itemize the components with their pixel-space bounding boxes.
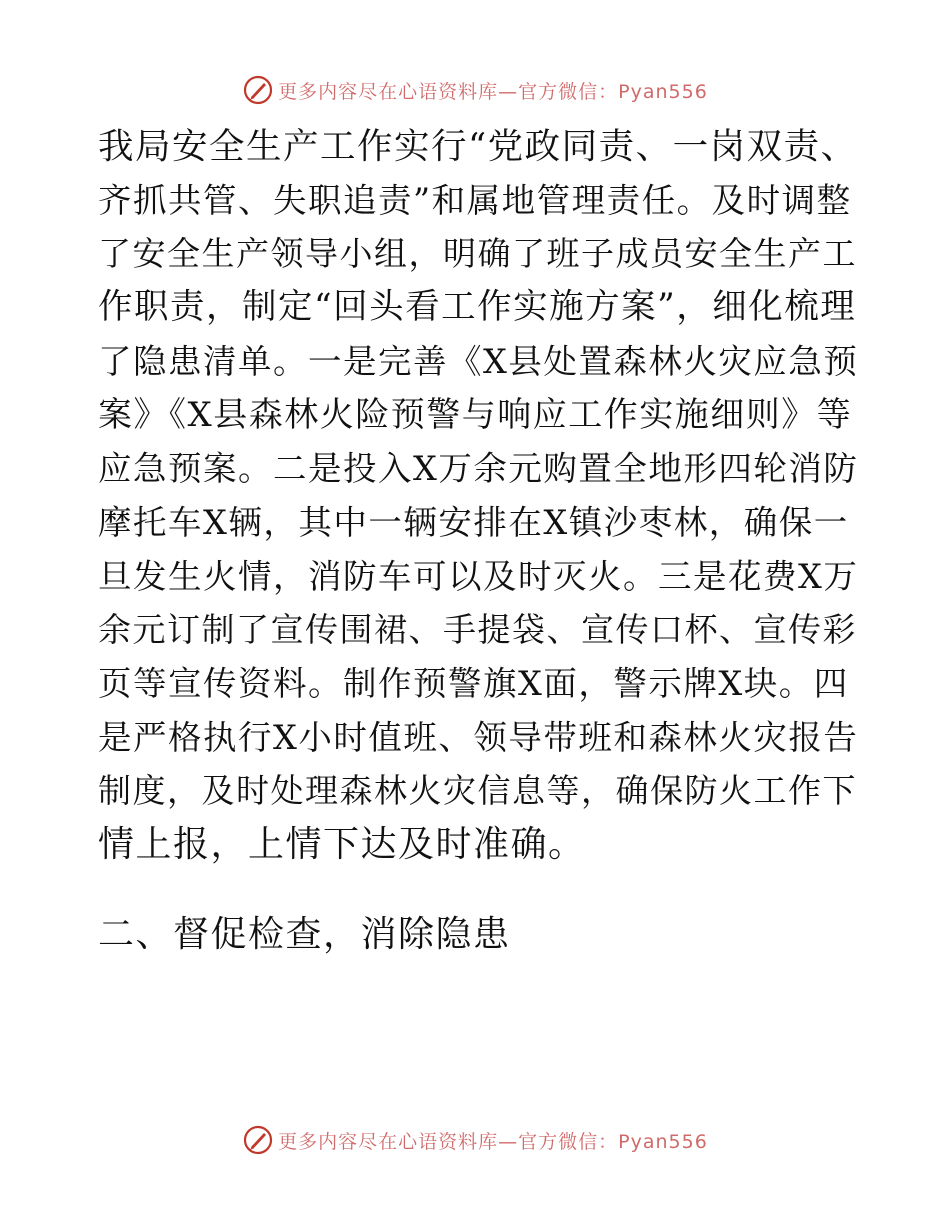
text-line: 了隐患清单。一是完善《X县处置森林火灾应急预 <box>98 341 859 381</box>
text-line: 旦发生火情，消防车可以及时灭火。三是花费X万 <box>98 556 859 596</box>
text-line: 余元订制了宣传围裙、手提袋、宣传口杯、宣传彩 <box>98 610 857 650</box>
quill-logo-icon <box>242 74 274 106</box>
header-banner <box>0 70 950 110</box>
text-line: 摩托车X辆，其中一辆安排在X镇沙枣林，确保一 <box>98 502 849 542</box>
banner-text: 更多内容尽在心语资料库—官方微信：Pyan556 <box>278 80 708 103</box>
text-line: 案》《X县森林火险预警与响应工作实施细则》等 <box>98 394 853 435</box>
quill-logo-icon <box>242 1124 274 1156</box>
text-line: 作职责，制定“回头看工作实施方案”，细化梳理 <box>98 287 857 328</box>
document-body <box>98 120 858 962</box>
text-line: 情上报，上情下达及时准确。 <box>98 824 586 866</box>
text-line: 应急预案。二是投入X万余元购置全地形四轮消防 <box>98 449 859 489</box>
text-line: 页等宣传资料。制作预警旗X面，警示牌X块。四 <box>98 664 849 704</box>
section-heading: 二、督促检查，消除隐患 <box>98 913 511 955</box>
body-paragraph <box>98 120 858 872</box>
footer-banner <box>0 1120 950 1160</box>
text-line: 制度，及时处理森林火灾信息等，确保防火工作下 <box>98 771 857 811</box>
text-line: 是严格执行X小时值班、领导带班和森林火灾报告 <box>98 717 859 757</box>
text-line: 我局安全生产工作实行“党政同责、一岗双责、 <box>98 126 858 167</box>
text-line: 了安全生产领导小组，明确了班子成员安全生产工 <box>98 234 857 274</box>
text-line: 齐抓共管、失职追责”和属地管理责任。及时调整 <box>98 180 852 220</box>
banner-text: 更多内容尽在心语资料库—官方微信：Pyan556 <box>278 1130 708 1153</box>
